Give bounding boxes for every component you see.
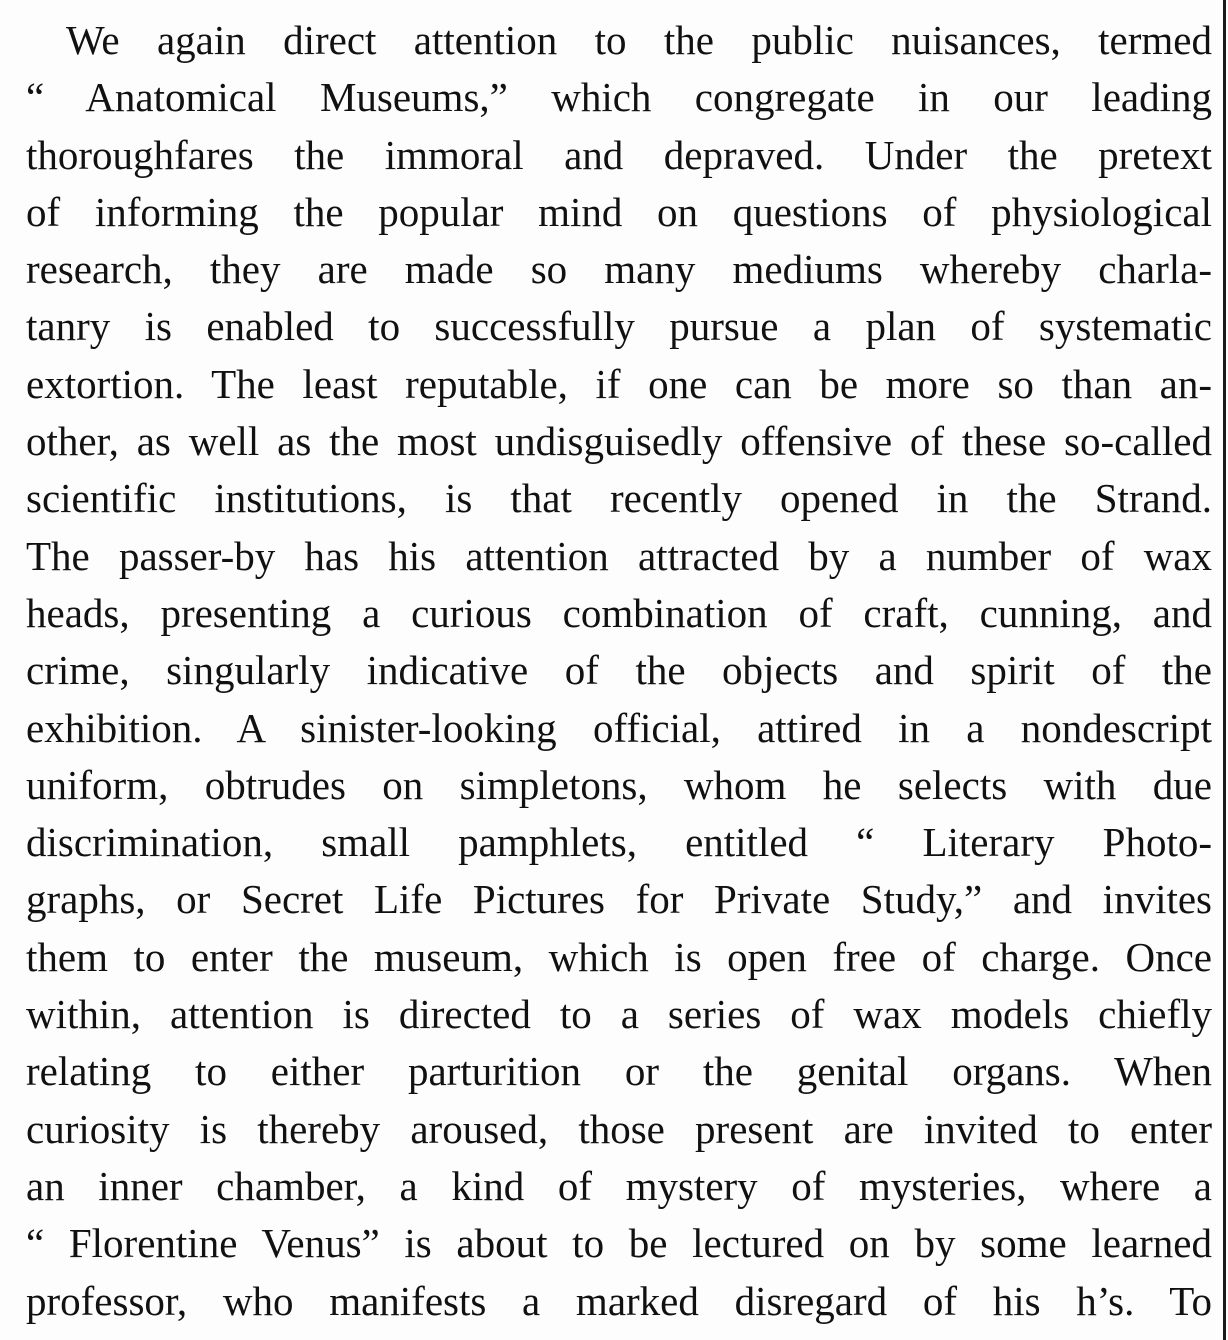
text-line: other, as well as the most undisguisedly offensive of these so-called [26, 418, 1212, 465]
text-line: extortion. The least reputable, if one can be more so than an- [26, 360, 1212, 407]
text-line: discrimination, small pamphlets, entitled “ Literary Photo- [26, 819, 1212, 866]
text-line: exhibition. A sinister-looking official, attired in a nondescript [26, 704, 1212, 751]
text-line: thoroughfares the immoral and depraved. Under the pretext [26, 131, 1212, 178]
text-line: heads, presenting a curious combination of craft, cunning, and [26, 589, 1212, 636]
text-line: research, they are made so many mediums whereby charla- [26, 246, 1212, 293]
text-line: an inner chamber, a kind of mystery of mysteries, where a [26, 1162, 1212, 1209]
column-rule [1223, 0, 1226, 1340]
article-column [26, 12, 1212, 1330]
text-line: professor, who manifests a marked disregard of his h’s. To [26, 1277, 1212, 1324]
text-line: within, attention is directed to a series of wax models chiefly [26, 991, 1212, 1038]
text-line: relating to either parturition or the genital organs. When [26, 1048, 1212, 1095]
text-line: them to enter the museum, which is open free of charge. Once [26, 933, 1212, 980]
text-line: crime, singularly indicative of the objects and spirit of the [26, 647, 1212, 694]
text-line: of informing the popular mind on questions of physiological [26, 188, 1212, 235]
text-line: graphs, or Secret Life Pictures for Private Study,” and invites [26, 876, 1212, 923]
text-line: tanry is enabled to successfully pursue a plan of systematic [26, 303, 1212, 350]
text-line: The passer-by has his attention attracted by a number of wax [26, 532, 1212, 579]
text-line: curiosity is thereby aroused, those present are invited to enter [26, 1105, 1212, 1152]
text-line: uniform, obtrudes on simpletons, whom he selects with due [26, 761, 1212, 808]
text-line: “ Florentine Venus” is about to be lectured on by some learned [26, 1220, 1212, 1267]
text-line: We again direct attention to the public nuisances, termed [66, 17, 1212, 63]
text-line: “ Anatomical Museums,” which congregate in our leading [26, 74, 1212, 121]
text-line: scientific institutions, is that recently opened in the Strand. [26, 475, 1212, 522]
